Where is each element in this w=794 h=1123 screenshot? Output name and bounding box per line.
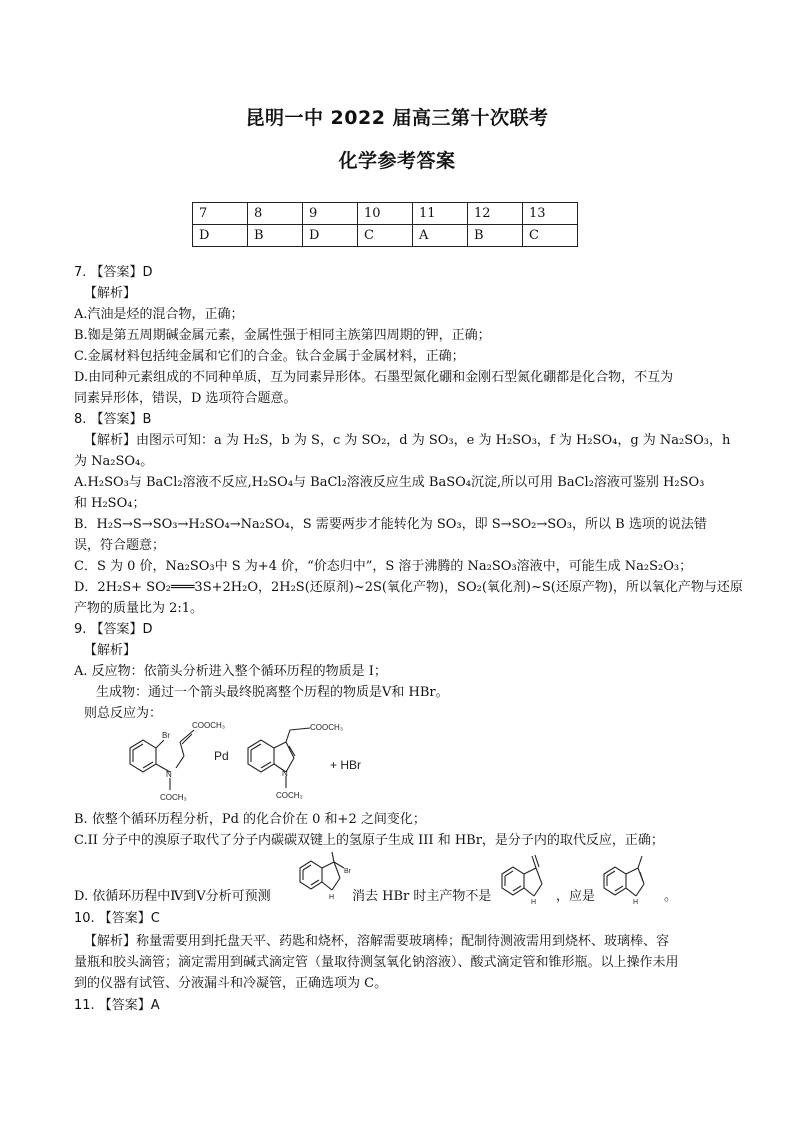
q9-option-c: C.II 分子中的溴原子取代了分子内碳碳双键上的氢原子生成 III 和 HBr，是分子内的取代反应，正确； (74, 833, 664, 848)
q8-option-b-cont: 误，符合题意； (74, 538, 166, 553)
nitrogen-label: N (282, 769, 288, 778)
ester-label: COOCH₃ (310, 723, 344, 732)
answer-cell: B (468, 225, 523, 247)
q9-option-d-part3: ，应是 (556, 889, 596, 904)
answer-table-row-answers (193, 225, 578, 247)
question-cell: 12 (468, 203, 523, 225)
page-title: 昆明一中 2022 届高三第十次联考 (245, 107, 549, 129)
q9-analysis-label: 【解析】 (84, 643, 137, 658)
acyl-label: COCH₃ (276, 791, 303, 800)
q8-option-a: A.H₂SO₃与 BaCl₂溶液不反应,H₂SO₄与 BaCl₂溶液反应生成 BaSO₄沉淀,所以可用 BaCl₂溶液可鉴别 H₂SO₃ (74, 475, 705, 490)
q7-option-d: D.由同种元素组成的不同种单质，互为同素异形体。石墨型氮化硼和金刚石型氮化硼都是化合物，不互为 (74, 370, 674, 385)
question-cell: 13 (523, 203, 578, 225)
answer-table-row-questions (193, 203, 578, 225)
q9-option-d-part1: D. 依循环历程中Ⅳ到Ⅴ分析可预测 (74, 889, 271, 904)
nh-label: H (531, 899, 537, 906)
q8-option-a-cont: 和 H₂SO₄； (74, 496, 146, 511)
bromine-label: Br (344, 868, 351, 875)
overall-reaction-diagram (110, 718, 390, 810)
q8-analysis-cont: 为 Na₂SO₄。 (74, 454, 154, 469)
methylindole-structure (598, 852, 658, 906)
q7-option-b: B.铷是第五周期碱金属元素，金属性强于相同主族第四周期的钾，正确； (74, 328, 491, 343)
answer-cell: D (193, 225, 248, 247)
page-subtitle: 化学参考答案 (338, 150, 456, 172)
bromine-label: Br (162, 731, 170, 740)
question-cell: 11 (413, 203, 468, 225)
q8-option-d-cont: 产物的质量比为 2:1。 (74, 601, 204, 616)
q9-option-b: B. 依整个循环历程分析，Pd 的化合价在 0 和+2 之间变化； (74, 812, 426, 827)
q8-option-c: C．S 为 0 价，Na₂SO₃中 S 为+4 价，“价态归中”，S 溶于沸腾的 Na₂SO₃溶液中，可能生成 Na₂S₂O₃； (74, 559, 693, 574)
q8-option-b: B．H₂S→S→SO₃→H₂SO₄→Na₂SO₄，S 需要两步才能转化为 SO₃，即 S→SO₂→SO₃，所以 B 选项的说法错 (74, 517, 707, 532)
q8-analysis: 【解析】由图示可知：a 为 H₂S，b 为 S，c 为 SO₂，d 为 SO₃，e 为 H₂SO₃，f 为 H₂SO₄，g 为 Na₂SO₃，h (84, 433, 731, 448)
acyl-label: COCH₃ (160, 793, 187, 802)
question-cell: 8 (248, 203, 303, 225)
q9-option-a-reactant: A. 反应物：依箭头分析进入整个循环历程的物质是 I； (74, 664, 387, 679)
q7-option-c: C.金属材料包括纯金属和它们的合金。钛合金属于金属材料，正确； (74, 349, 465, 364)
q8-answer-heading: 8. 【答案】B (74, 412, 152, 427)
q9-option-a-overall: 则总反应为： (84, 706, 163, 721)
q7-answer-heading: 7. 【答案】D (74, 265, 153, 280)
answer-cell: A (413, 225, 468, 247)
answer-cell: D (303, 225, 358, 247)
bromoindoline-structure (294, 848, 354, 904)
answer-cell: C (358, 225, 413, 247)
answer-table (192, 202, 578, 247)
answer-cell: C (523, 225, 578, 247)
q7-option-d-cont: 同素异形体，错误，D 选项符合题意。 (74, 391, 297, 406)
nh-label: H (633, 899, 639, 906)
q9-option-d-end: 。 (664, 889, 678, 904)
hbr-product-label: + HBr (330, 758, 362, 772)
catalyst-label: Pd (214, 749, 229, 763)
question-cell: 10 (358, 203, 413, 225)
q10-analysis-cont: 量瓶和胶头滴管；滴定需用到碱式滴定管（量取待测氢氧化钠溶液）、酸式滴定管和锥形瓶。以上操作未用 (74, 955, 679, 970)
ester-label: COOCH₃ (192, 721, 226, 730)
q11-answer-heading: 11. 【答案】A (74, 998, 160, 1013)
q8-option-d: D．2H₂S+ SO₂═══3S+2H₂O，2H₂S(还原剂)~2S(氧化产物)，SO₂(氧化剂)~S(还原产物)，所以氧化产物与还原 (74, 580, 743, 595)
q10-analysis-cont2: 到的仪器有试管、分液漏斗和冷凝管，正确选项为 C。 (74, 976, 388, 991)
answer-cell: B (248, 225, 303, 247)
q7-analysis-label: 【解析】 (84, 286, 137, 301)
q7-option-a: A.汽油是烃的混合物，正确； (74, 307, 244, 322)
exo-methylene-indoline-structure (496, 854, 554, 906)
q10-analysis: 【解析】称量需要用到托盘天平、药匙和烧杯，溶解需要玻璃棒；配制待测液需用到烧杯、玻璃棒、容 (84, 934, 670, 949)
nitrogen-label: N (166, 770, 172, 779)
q10-answer-heading: 10. 【答案】C (74, 911, 160, 926)
q9-option-a-product: 生成物：通过一个箭头最终脱离整个历程的物质是Ⅴ和 HBr。 (96, 685, 449, 700)
nh-label: H (329, 894, 335, 901)
q9-answer-heading: 9. 【答案】D (74, 622, 153, 637)
question-cell: 7 (193, 203, 248, 225)
q9-option-d-part2: 消去 HBr 时主产物不是 (352, 889, 492, 904)
question-cell: 9 (303, 203, 358, 225)
